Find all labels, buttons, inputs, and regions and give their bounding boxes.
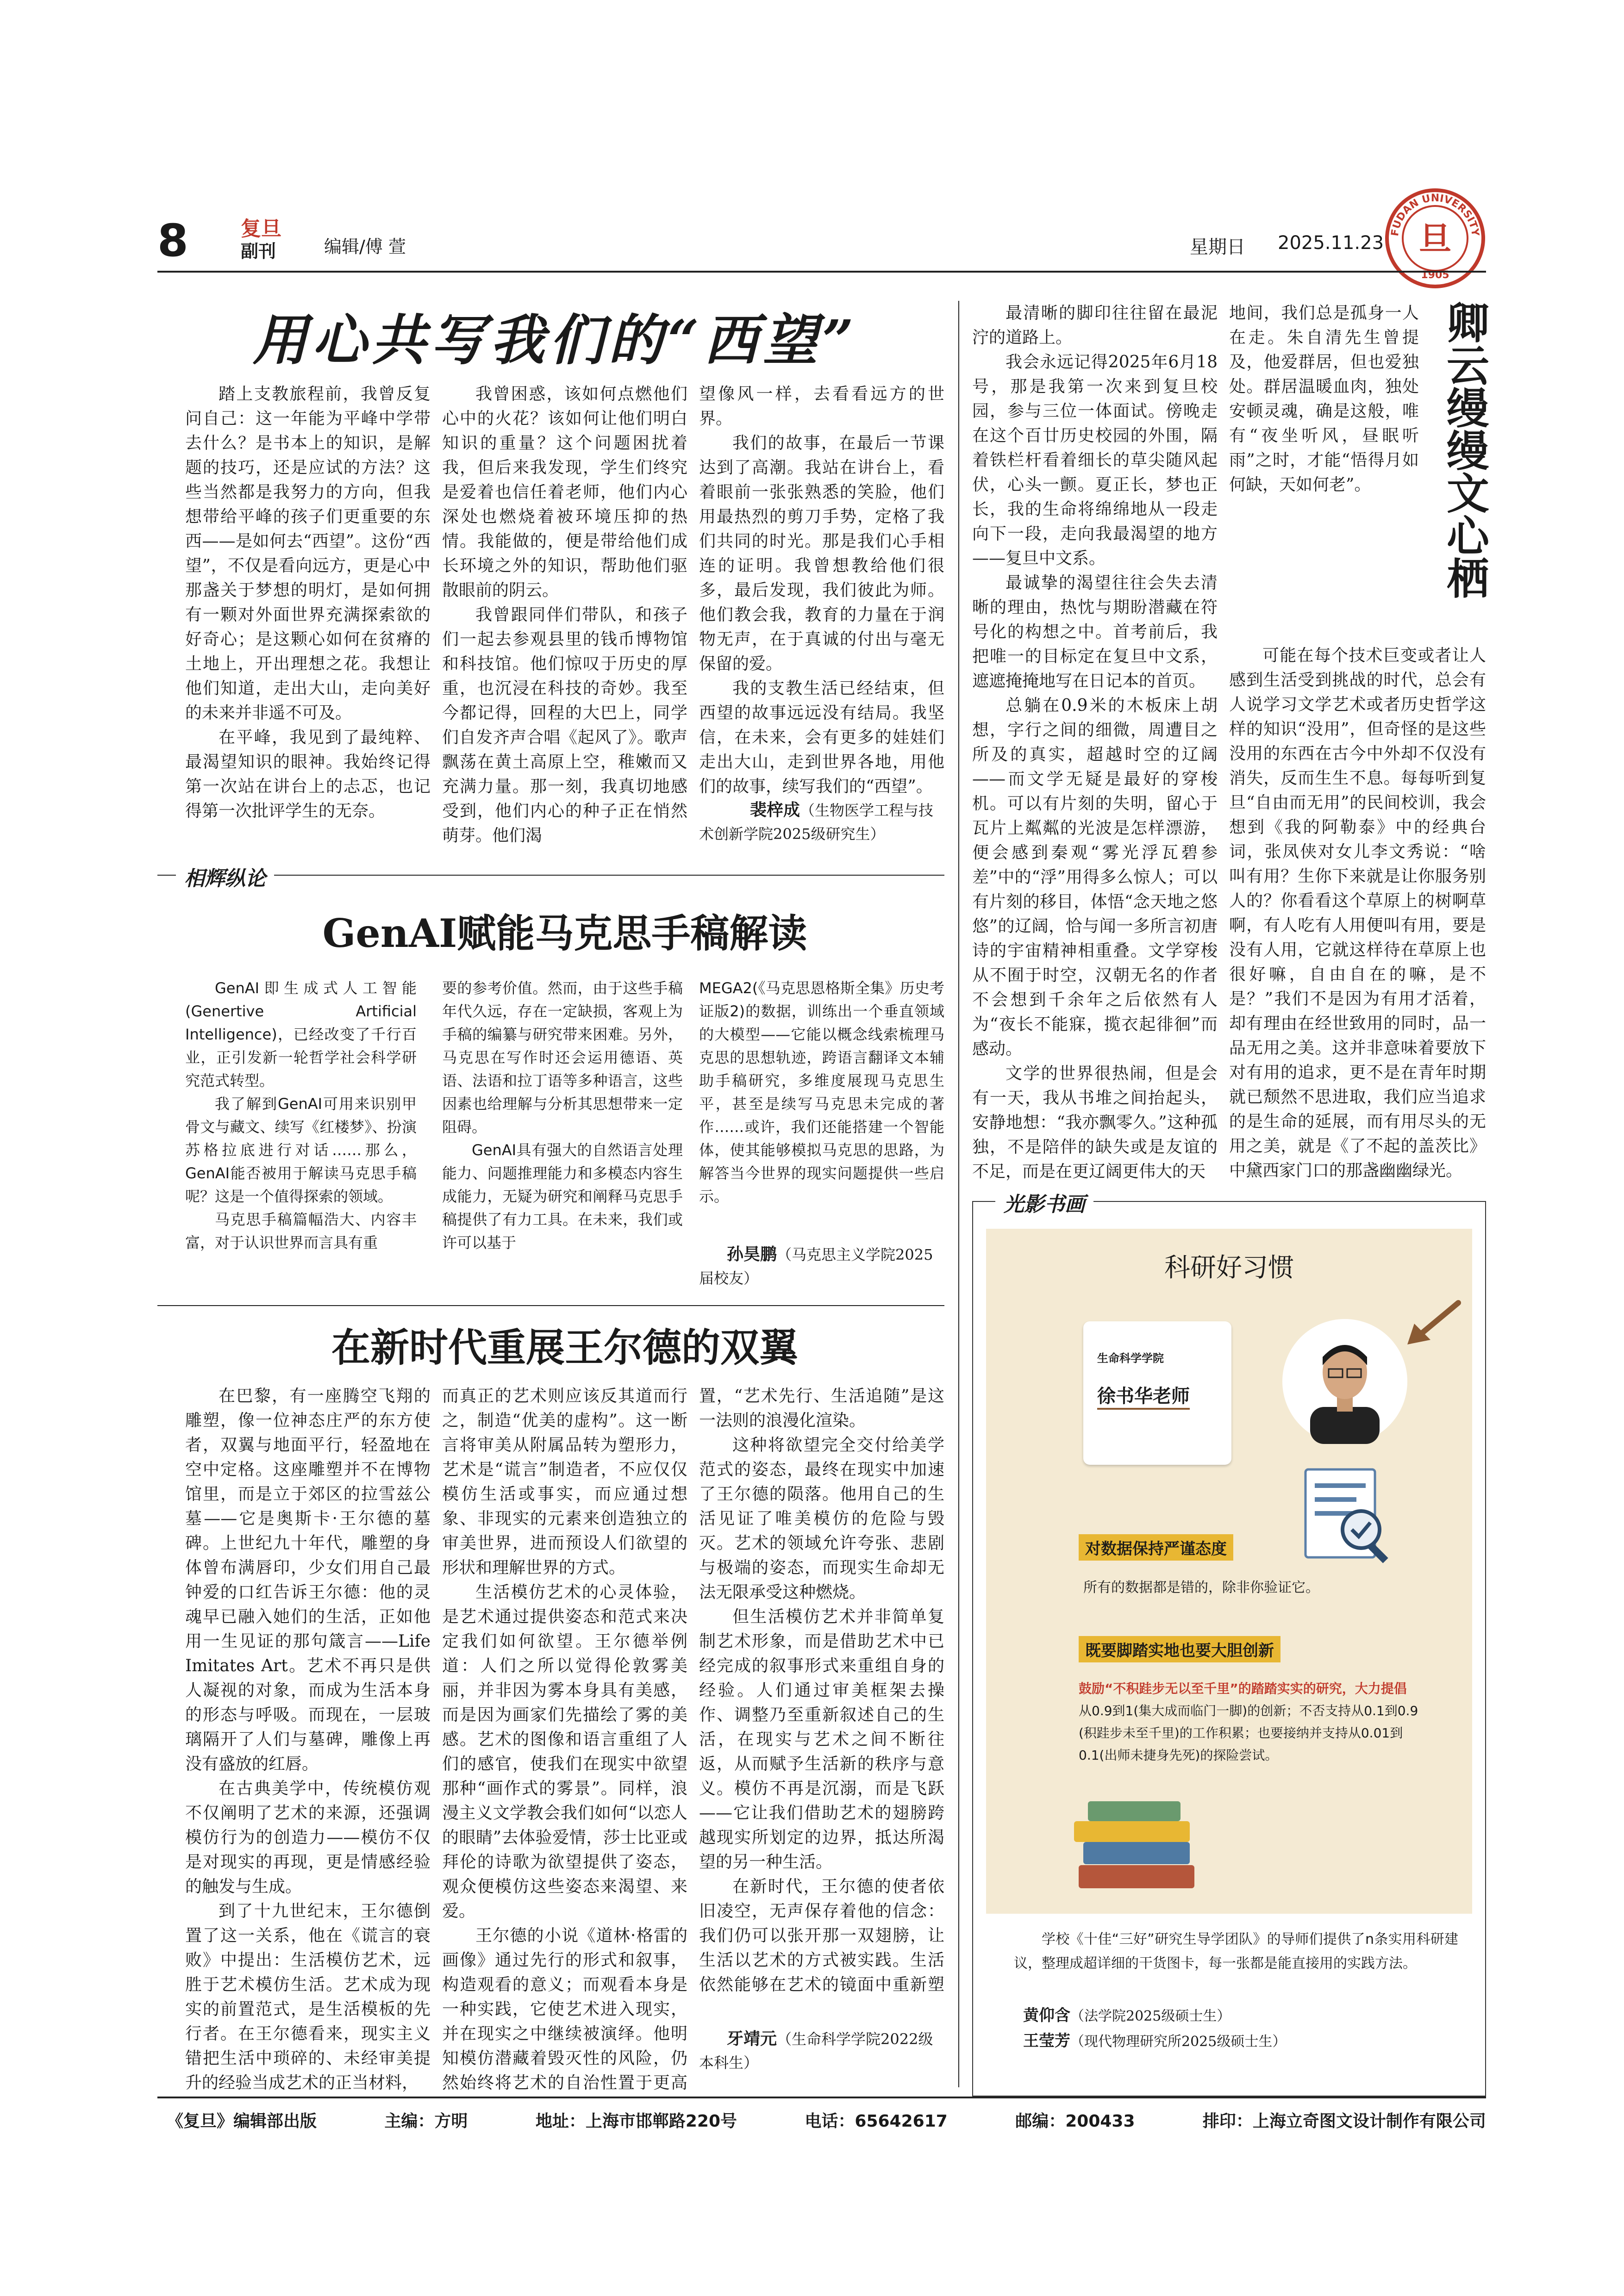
header-rule bbox=[157, 271, 1486, 273]
article3-col2: 而真正的艺术则应该反其道而行之，制造“优美的虚构”。这一断言将审美从附属品转为塑形力，艺术是“谎言”制造者，不应仅仅模仿生活或事实，而应通过想象、非现实的元素来创造独立的审美世界，进而预设人们欲望的形状和理解世界的方式。 生活模仿艺术的心灵体验，是艺术通过提供姿态和范式来决定我们如何欲望。王尔德举例道：人们之所以觉得伦敦雾美丽，并非因为雾本身具有美感，而是因为画家们先描绘了雾的美感。艺术的图像和语言重组了人们的感官，使我们在现实中欲望那种“画作式的雾景”。同样，浪漫主义文学教会我们如何“以恋人的眼睛”去体验爱情，莎士比亚或拜伦的诗歌为欲望提供了姿态，观众便模仿这些姿态来渴望、来爱。 王尔德的小说《道林·格雷的画像》通过先行的形式和叙事，构造观看的意义；而观看本身是一种实践，它使艺术进入现实，并在现实之中继续被演绎。他明知模仿潜藏着毁灭性的风险，仍然始终将艺术的自治性置于更高 bbox=[442, 1387, 687, 2092]
article3-title: 在新时代重展王尔德的双翼 bbox=[331, 1325, 798, 1370]
section-label-xianghui: 相辉纵论 bbox=[176, 862, 274, 891]
habit2-title: 既要脚踏实地也要大胆创新 bbox=[1079, 1636, 1280, 1662]
infographic-card bbox=[986, 1229, 1472, 1914]
habit2-block bbox=[1069, 1636, 1435, 1793]
footer-publisher: 《复旦》编辑部出版 bbox=[167, 2112, 317, 2131]
footer-postcode: 邮编：200433 bbox=[1015, 2112, 1135, 2131]
footer-chief-editor: 主编：方明 bbox=[384, 2112, 468, 2131]
article4-vertical-title: 卿云缦缦文心栖 bbox=[1440, 301, 1490, 599]
seal-char: 旦 bbox=[1419, 219, 1451, 258]
habit1-title: 对数据保持严谨态度 bbox=[1079, 1534, 1233, 1561]
article5-byline2: 王莹芳（现代物理研究所2025级硕士生） bbox=[1023, 2032, 1287, 2050]
article1-col3: 望像风一样，去看看远方的世界。 我们的故事，在最后一节课达到了高潮。我站在讲台上，看着眼前一张张熟悉的笑脸，他们用最热烈的剪刀手势，定格了我们共同的时光。那是我们心手相连的证明。我曾想教给他们很多，最后发现，我们彼此为师。他们教会我，教育的力量在于润物无声，在于真诚的付出与毫无保留的爱。 我的支教生活已经结束，但西望的故事远远没有结局。我坚信，在未来，会有更多的娃娃们走出大山，走到世界各地，用他们的故事，续写我们的“西望”。 bbox=[699, 385, 944, 796]
masthead-bottom: 副刊 bbox=[241, 241, 276, 261]
article1-col2: 我曾困惑，该如何点燃他们心中的火花？该如何让他们明白知识的重量？这个问题困扰着我，但后来我发现，学生们终究是爱着也信任着老师，他们内心深处也燃烧着被环境压抑的热情。我能做的，便是带给他们成长环境之外的知识，帮助他们驱散眼前的阴云。 我曾跟同伴们带队，和孩子们一起去参观县里的钱币博物馆和科技馆。他们惊叹于历史的厚重，也沉浸在科技的奇妙。我至今都记得，回程的大巴上，同学们自发齐声合唱《起风了》。歌声飘荡在黄土高原上空，稚嫩而又充满力量。那一刻，我真切地感受到，他们内心的种子正在悄然萌芽。他们渴 bbox=[442, 385, 687, 845]
habit2-text: 鼓励“不积跬步无以至千里”的踏踏实实的研究，大力提倡 从0.9到1(集大成而临门一脚)的创新；不否支持从0.1到0.9 (积跬步未至千里)的工作积累；也要接纳并支持从0.01到 0.1(出师未捷身先死)的探险尝试。 bbox=[1079, 1681, 1418, 1763]
article5-byline1: 黄仰含（法学院2025级硕士生） bbox=[1023, 2006, 1231, 2025]
masthead-top: 复旦 bbox=[241, 217, 281, 241]
article4-col1: 最清晰的脚印往往留在最泥泞的道路上。 我会永远记得2025年6月18号，那是我第一次来到复旦校园，参与三位一体面试。傍晚走在这个百廿历史校园的外围，隔着铁栏杆看着细长的草尖随风起伏，心头一颤。夏正长，梦也正长，我的生命将绵绵地从一段走向下一段，走向我最渴望的地方——复旦中文系。 最诚挚的渴望往往会失去清晰的理由，热忱与期盼潜藏在符号化的构想之中。首考前后，我把唯一的目标定在复旦中文系，遮遮掩掩地写在日记本的首页。 总躺在0.9米的木板床上胡想，字行之间的细微，周遭目之所及的真实，超越时空的辽阔——而文学无疑是最好的穿梭机。可以有片刻的失明，留心于瓦片上粼粼的光波是怎样漂游，便会感到秦观“雾光浮瓦碧参差”中的“浮”用得多么惊人；可以有片刻的移目，体悟“念天地之悠悠”的辽阔，恰与闻一多所言初唐诗的宇宙精神相重叠。文学穿梭从不囿于时空，汉朝无名的作者不会想到千余年之后依然有人为“夜长不能寐，揽衣起徘徊”而感动。 文学的世界很热闹，但是会有一天，我从书堆之间抬起头，安静地想：“我亦飘零久。”这种孤独，不是陪伴的缺失或是友谊的不足，而是在更辽阔更伟大的天 bbox=[972, 304, 1218, 1181]
article2-col1: GenAI即生成式人工智能(Genertive Artificial Intelligence)，已经改变了千行百业，正引发新一轮哲学社会科学研究范式转型。 我了解到GenAI可用来识别甲骨文与藏文、续写《红楼梦》、扮演苏格拉底进行对话……那么，GenAI能否被用于解读马克思手稿呢？这是一个值得探索的领域。 马克思手稿篇幅浩大、内容丰富，对于认识世界而言具有重 bbox=[185, 979, 417, 1251]
article5-caption: 学校《十佳“三好”研究生导学团队》的导师们提供了n条实用科研建议，整理成超详细的干货图卡，每一张都是能直接用的实践方法。 bbox=[1014, 1931, 1458, 1972]
editor-credit: 编辑/傅 萱 bbox=[324, 236, 406, 257]
footer-phone: 电话：65642617 bbox=[805, 2112, 948, 2131]
article3-col3: 置，“艺术先行、生活追随”是这一法则的浪漫化渲染。 这种将欲望完全交付给美学范式的姿态，最终在现实中加速了王尔德的陨落。他用自己的生活见证了唯美模仿的危险与毁灭。艺术的领域允许夸张、悲剧与极端的姿态，而现实生命却无法无限承受这种燃烧。 但生活模仿艺术并非简单复制艺术形象，而是借助艺术中已经完成的叙事形式来重组自身的经验。人们通过审美框架去操作、调整乃至重新叙述自己的生活，在现实与艺术之间不断往返，从而赋予生活新的秩序与意义。模仿不再是沉溺，而是飞跃——它让我们借助艺术的翅膀跨越现实所划定的边界，抵达所渴望的另一种生活。 在新时代，王尔德的使者依旧凌空，无声保存着他的信念：我们仍可以张开那一双翅膀，让生活以艺术的方式被实践。生活依然能够在艺术的镜面中重新塑 bbox=[699, 1387, 944, 1994]
section-label-guangying: 光影书画 bbox=[995, 1188, 1093, 1217]
page-number: 8 bbox=[157, 215, 188, 267]
habit1-block bbox=[1069, 1530, 1412, 1622]
footer-bar bbox=[167, 2108, 1486, 2132]
arrow-icon bbox=[1403, 1298, 1463, 1349]
weekday: 星期日 bbox=[1190, 236, 1245, 258]
article2-rule bbox=[157, 1305, 944, 1306]
card-title: 科研好习惯 bbox=[1164, 1253, 1294, 1283]
article1-title: 用心共写我们的“西望” bbox=[253, 308, 858, 372]
article3-byline: 牙靖元（生命科学学院2022级本科生） bbox=[699, 2029, 933, 2072]
article4-col2b: 可能在每个技术巨变或者让人感到生活受到挑战的时代，总会有人说学习文学艺术或者历史哲学这样的知识“没用”，但奇怪的是这些没用的东西在古今中外却不仅没有消失，反而生生不息。每每听到复旦“自由而无用”的民间校训，我会想到《我的阿勒泰》中的经典台词，张凤侠对女儿李文秀说：“啥叫有用？生你下来就是让你服务别人的？你看看这个草原上的树啊草啊，有人吃有人用便叫有用，要是没有人用，它就这样待在草原上也很好嘛，自由自在的嘛，是不是？”我们不是因为有用才活着，却有理由在经世致用的同时，品一品无用之美。这并非意味着要放下对有用的追求，更不是在青年时期就已颓然不思进取，我们应当追求的是生命的延展，而有用尽头的无用之美，就是《了不起的盖茨比》中黛西家门口的那盏幽幽绿光。 bbox=[1229, 646, 1486, 1180]
section-rule-xianghui bbox=[157, 875, 944, 876]
seal-year: 1905 bbox=[1421, 269, 1449, 281]
article2-title: GenAI赋能马克思手稿解读 bbox=[322, 910, 807, 956]
university-seal bbox=[1384, 187, 1486, 289]
column-divider bbox=[958, 301, 959, 2087]
teacher-portrait bbox=[1282, 1319, 1407, 1444]
article4-col2: 地间，我们总是孤身一人在走。朱自清先生曾提及，他爱群居，但也爱独处。群居温暖血肉，独处安顿灵魂，确是这般，唯有“夜坐听风，昼眠听雨”之时，才能“悟得月如何缺，天如何老”。 bbox=[1229, 304, 1419, 494]
article1-col1: 踏上支教旅程前，我曾反复问自己：这一年能为平峰中学带去什么？是书本上的知识，是解题的技巧，还是应试的方法？这些当然都是我努力的方向，但我想带给平峰的孩子们更重要的东西——是如何去“西望”。这份“西望”，不仅是看向远方，更是心中那盏关于梦想的明灯，是如何拥有一颗对外面世界充满探索欲的好奇心；是这颗心如何在贫瘠的土地上，开出理想之花。我想让他们知道，走出大山，走向美好的未来并非遥不可及。 在平峰，我见到了最纯粹、最渴望知识的眼神。我始终记得第一次站在讲台上的忐忑，也记得第一次批评学生的无奈。 bbox=[185, 385, 431, 821]
footer-rule bbox=[157, 2097, 1486, 2098]
teacher-note bbox=[1083, 1321, 1231, 1465]
seal-name: FUDAN UNIVERSITY bbox=[1389, 192, 1481, 237]
note-teacher: 徐书华老师 bbox=[1097, 1381, 1190, 1410]
article2-col3: MEGA2(《马克思恩格斯全集》历史考证版2)的数据，训练出一个垂直领域的大模型——它能以概念线索梳理马克思的思想轨迹，跨语言翻译文本辅助手稿研究，多维度展现马克思生平，甚至是续写马克思未完成的著作……或许，我们还能搭建一个智能体，使其能够模拟马克思的思路，为解答当今世界的现实问题提供一些启示。 bbox=[699, 979, 944, 1205]
article1-byline: 裴梓成（生物医学工程与技术创新学院2025级研究生） bbox=[699, 800, 934, 843]
article2-col2: 要的参考价值。然而，由于这些手稿年代久远，存在一定缺损，客观上为手稿的编纂与研究带来困难。另外，马克思在写作时还会运用德语、英语、法语和拉丁语等多种语言，这些因素也给理解与分析其思想带来一定阻碍。 GenAI具有强大的自然语言处理能力、问题推理能力和多模态内容生成能力，无疑为研究和阐释马克思手稿提供了有力工具。在未来，我们或许可以基于 bbox=[442, 979, 683, 1251]
issue-date: 2025.11.23 bbox=[1278, 232, 1384, 254]
habit1-text: 所有的数据都是错的，除非你验证它。 bbox=[1083, 1580, 1319, 1596]
article3-col1: 在巴黎，有一座腾空飞翔的雕塑，像一位神态庄严的东方使者，双翼与地面平行，轻盈地在空中定格。这座雕塑并不在博物馆里，而是立于郊区的拉雪兹公墓——它是奥斯卡·王尔德的墓碑。上世纪九十年代，雕塑的身体曾布满唇印，少女们用自己最钟爱的口红告诉王尔德：他的灵魂早已融入她们的生活，正如他用一生见证的那句箴言——Life Imitates Art。艺术不再只是供人凝视的对象，而成为生活本身的形态与呼吸。而现在，一层玻璃隔开了人们与墓碑，雕像上再没有盛放的红唇。 在古典美学中，传统模仿观不仅阐明了艺术的来源，还强调模仿行为的创造力——模仿不仅是对现实的再现，更是情感经验的触发与生成。 到了十九世纪末，王尔德倒置了这一关系，他在《谎言的衰败》中提出：生活模仿艺术，远胜于艺术模仿生活。艺术成为现实的前置范式，是生活模板的先行者。在王尔德看来，现实主义错把生活中琐碎的、未经审美提升的经验当成艺术的正当材料， bbox=[185, 1387, 431, 2092]
article2-byline: 孙昊鹏（马克思主义学院2025届校友） bbox=[699, 1244, 933, 1287]
footer-typesetting: 排印：上海立奇图文设计制作有限公司 bbox=[1202, 2112, 1486, 2131]
masthead-logo bbox=[241, 218, 296, 262]
footer-address: 地址：上海市邯郸路220号 bbox=[535, 2112, 737, 2131]
note-school: 生命科学学院 bbox=[1097, 1352, 1164, 1365]
books-icon bbox=[1069, 1796, 1204, 1898]
